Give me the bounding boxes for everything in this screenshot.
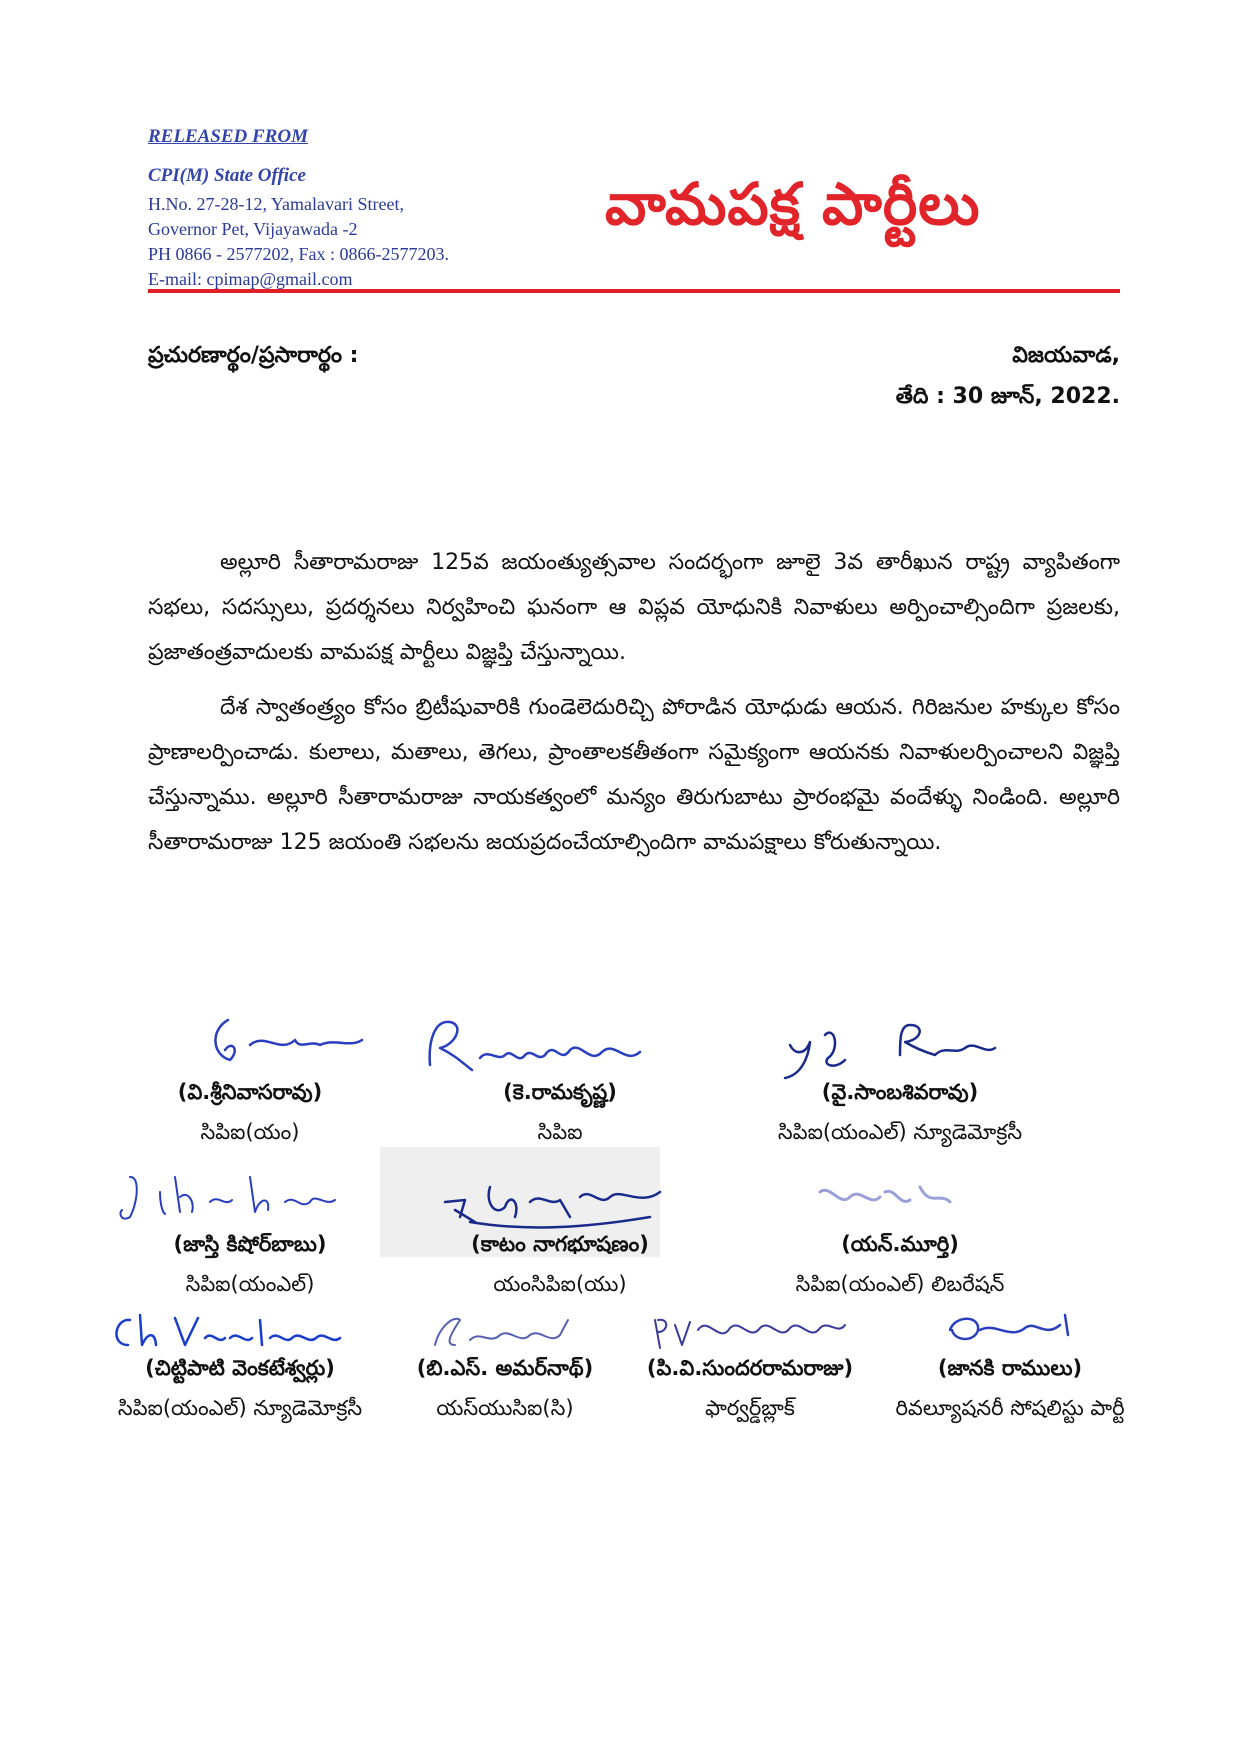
signatory-8 (380, 1300, 630, 1426)
signatory-name: (వి.శ్రీనివాసరావు) (177, 1080, 323, 1104)
signatory-name: (వై.సాంబశివరావు) (821, 1080, 979, 1104)
signatory-name: (పి.వి.సుందరరామరాజు) (646, 1356, 854, 1380)
signature-mark (860, 1300, 1160, 1356)
signatory-party: సిపిఐ(యం) (200, 1120, 300, 1144)
signatory-party: సిపిఐ(యంఎల్) న్యూడెమోక్రసీ (117, 1396, 363, 1420)
signatory-name: (జానకి రాములు) (937, 1356, 1083, 1380)
signatory-7 (80, 1300, 400, 1426)
body-text (148, 540, 1120, 875)
signatory-party: సిపిఐ(యంఎల్) లిబరేషన్ (795, 1272, 1005, 1296)
signature-mark (700, 1010, 1100, 1080)
signatory-name: (యన్.మూర్తి) (841, 1232, 959, 1256)
header-divider (148, 289, 1120, 293)
signatory-1 (100, 1010, 400, 1150)
signatory-name: (జాస్తి కిషోర్‌బాబు) (173, 1232, 327, 1256)
brand-title: వామపక్ష పార్టీలు (605, 170, 981, 238)
signature-mark (380, 1300, 630, 1356)
body-paragraph-2: దేశ స్వాతంత్ర్యం కోసం బ్రిటీషువారికి గుండెలెదురిచ్చి పోరాడిన యోధుడు ఆయన. గిరిజనుల హక్కుల కోసం ప్రాణాలర్పించాడు. కులాలు, మతాలు, తెగలు, ప్రాంతాలకతీతంగా సమైక్యంగా ఆయనకు నివాళులర్పించాలని విజ్ఞప్తి చేస్తున్నాము. అల్లూరి సీతారామరాజు నాయకత్వంలో మన్యం తిరుగుబాటు ప్రారంభమై వందేళ్ళు నిండింది. అల్లూరి సీతారామరాజు 125 జయంతి సభలను జయప్రదంచేయాల్సిందిగా వామపక్షాలు కోరుతున్నాయి. (148, 695, 1120, 855)
signatory-party: ఫార్వర్డ్‌బ్లాక్ (705, 1396, 795, 1420)
signature-mark (410, 1162, 710, 1232)
body-paragraph-1: అల్లూరి సీతారామరాజు 125వ జయంత్యుత్సవాల సందర్భంగా జూలై 3వ తారీఖున రాష్ట్ర వ్యాపితంగా సభలు, సదస్సులు, ప్రదర్శనలు నిర్వహించి ఘనంగా ఆ విప్లవ యోధునికి నివాళులు అర్పించాల్సిందిగా ప్రజలకు, ప్రజాతంత్రవాదులకు వామపక్ష పార్టీలు విజ్ఞప్తి చేస్తున్నాయి. (148, 550, 1120, 665)
phone-fax-line: PH 0866 - 2577202, Fax : 0866-2577203. (148, 244, 449, 264)
signatory-party: సిపిఐ(యంఎల్) న్యూడెమోక్రసీ (777, 1120, 1023, 1144)
signatory-party: సిపిఐ (537, 1120, 583, 1144)
signature-mark (410, 1010, 710, 1080)
signatory-party: యంసిపిఐ(యు) (493, 1272, 627, 1296)
office-name: CPI(M) State Office (148, 165, 306, 186)
signatory-name: (కె.రామకృష్ణ) (503, 1080, 617, 1104)
address-line-2: Governor Pet, Vijayawada -2 (148, 219, 358, 239)
signatory-party: సిపిఐ(యంఎల్) (185, 1272, 315, 1296)
signature-mark (100, 1162, 400, 1232)
signatory-name: (కాటం నాగభూషణం) (471, 1232, 649, 1256)
signatory-5 (410, 1162, 710, 1302)
signatory-9 (610, 1300, 890, 1426)
signature-mark (80, 1300, 400, 1356)
signatory-2 (410, 1010, 710, 1150)
signatory-party: రివల్యూషనరీ సోషలిస్టు పార్టీ (895, 1396, 1125, 1420)
place-label: విజయవాడ, (1012, 343, 1120, 368)
publication-label: ప్రచురణార్థం/ప్రసారార్థం : (148, 343, 359, 368)
signatory-name: (చిట్టిపాటి వెంకటేశ్వర్లు) (145, 1356, 335, 1380)
signatory-3 (700, 1010, 1100, 1150)
signature-mark (100, 1010, 400, 1080)
date-label: తేది : 30 జూన్, 2022. (895, 384, 1120, 409)
signatory-4 (100, 1162, 400, 1302)
signature-mark (700, 1162, 1100, 1232)
signatory-10 (860, 1300, 1160, 1426)
released-from-label: RELEASED FROM (148, 126, 308, 147)
address-line-1: H.No. 27-28-12, Yamalavari Street, (148, 194, 404, 214)
signature-mark (610, 1300, 890, 1356)
signatory-party: యస్‌యుసిఐ(సి) (436, 1396, 574, 1420)
signatory-name: (బి.ఎస్. అమర్‌నాథ్) (416, 1356, 594, 1380)
signatory-6 (700, 1162, 1100, 1302)
email-line: E-mail: cpimap@gmail.com (148, 269, 353, 289)
